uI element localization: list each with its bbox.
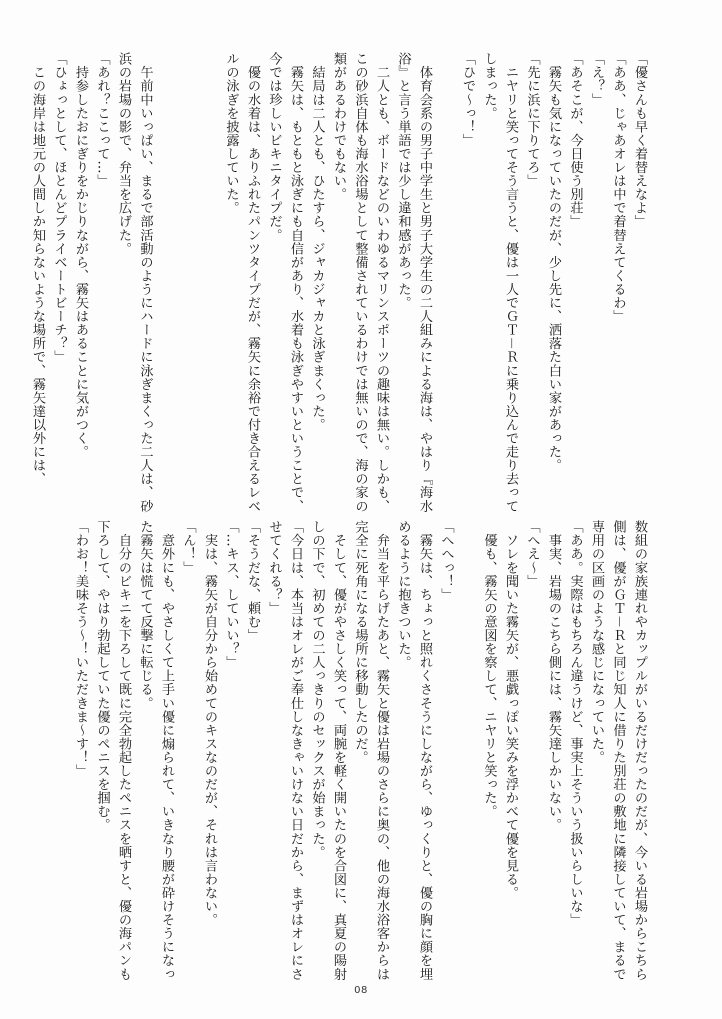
- text-line: 「ん！」: [180, 520, 196, 575]
- text-line: この砂浜自体も海水浴場として整備されているわけでは無いので、海の家の: [352, 52, 368, 513]
- text-line: 「ひで～っ！」: [460, 52, 475, 147]
- paragraph-spacer: [457, 520, 479, 920]
- text-line: 霧矢は、もともと泳ぎにも自信があり、水着も泳ぎやすいということで、: [288, 52, 303, 513]
- text-line: せてくれる？」: [266, 520, 282, 615]
- text-line: 午前中いっぱい、まるで部活動のようにハードに泳ぎまくった二人は、砂: [137, 52, 153, 513]
- text-line: ルの泳ぎを披露していた。: [223, 52, 239, 215]
- text-line: 浜の岩場の影で、弁当を広げた。: [116, 52, 131, 256]
- text-line: 事実、岩場のこちら側には、霧矢達しかいない。: [546, 520, 561, 832]
- text-line: 「わお！美味そう～！いただきま～す！」: [73, 520, 88, 778]
- paragraph-spacer: [156, 52, 178, 477]
- text-line: た霧矢は慌てて反撃に転じる。: [137, 520, 153, 710]
- paragraph-spacer: [177, 52, 199, 477]
- text-line: しまった。: [481, 52, 497, 120]
- text-line: 優の水着は、ありふれたパンツタイプだが、霧矢に余裕で付き合えるレベ: [245, 52, 260, 513]
- text-line: 霧矢も気になっていたのだが、少し先に、洒落た白い家があった。: [546, 52, 561, 473]
- text-line: 二人とも、ボードなどのいわゆるマリンスポーツの趣味は無い。しかも、: [374, 52, 389, 513]
- text-line: 「先に浜に下りてろ」: [524, 52, 540, 188]
- text-line: 霧矢は、ちょっと照れくさそうにしながら、ゆっくりと、優の胸に顔を埋: [417, 520, 432, 981]
- text-line: 体育会系の男子中学生と男子大学生の二人組みによる海は、やはり『海水: [417, 52, 432, 513]
- text-line: 「あれ？ここって…」: [94, 52, 110, 188]
- text-line: 「あそこが、今日使う別荘」: [567, 52, 583, 229]
- text-line: 浴』と言う単語では少し違和感があった。: [395, 52, 411, 310]
- text-line: そして、優がやさしく笑って、両腕を軽く開いたのを合図に、真夏の陽射: [331, 520, 346, 981]
- page-number: 08: [354, 985, 368, 996]
- text-line: 専用の区画のような感じになっていた。: [589, 520, 604, 764]
- text-line: 下ろして、やはり勃起していた優のペニスを掴む。: [94, 520, 110, 832]
- text-line: 結局は二人とも、ひたすら、ジャカジャカと泳ぎまくった。: [309, 52, 325, 432]
- text-line: 優も、霧矢の意図を察して、ニヤリと笑った。: [481, 520, 497, 819]
- text-line: 「ひょっとして、ほとんどプライベートビーチ？」: [51, 52, 67, 364]
- text-line: 側は、優がＧＴ－Ｒと同じ知人に借りた別荘の敷地に隣接していて、まるで: [610, 520, 626, 981]
- text-line: ソレを聞いた霧矢が、悪戯っぽい笑みを浮かべて優を見る。: [503, 520, 518, 900]
- text-line: この海岸は地元の人間しか知らないような場所で、霧矢達以外には、: [30, 52, 45, 486]
- text-line: 今では珍しいビキニタイプだ。: [266, 52, 282, 242]
- text-block-upper: [27, 52, 651, 513]
- paragraph-spacer: [199, 52, 221, 477]
- text-line: 意外にも、やさしくて上手い優に煽られて、いきなり腰が砕けそうになっ: [159, 520, 174, 981]
- text-line: ニヤリと笑ってそう言うと、優は一人でＧＴ－Ｒに乗り込んで走り去って: [503, 52, 518, 513]
- text-line: 「…キス、していい？」: [223, 520, 239, 670]
- paragraph-spacer: [435, 52, 457, 477]
- text-line: めるように抱きついた。: [395, 520, 411, 670]
- text-line: 「今日は、本当はオレがご奉仕しなきゃいけない日だから、まずはオレにさ: [288, 520, 303, 981]
- text-line: 「へへっ！」: [438, 520, 454, 602]
- text-line: 「そうだな、頼む」: [245, 520, 260, 642]
- text-line: 自分のビキニを下ろして既に完全勃起したペニスを晒すと、優の海パンも: [116, 520, 131, 981]
- text-line: 弁当を平らげたあと、霧矢と優は岩場のさらに奥の、他の海水浴客からは: [374, 520, 389, 981]
- text-line: 数組の家族連れやカップルがいるだけだったのだが、今いる岩場からこちら: [632, 520, 647, 981]
- text-line: 類があるわけでもない。: [331, 52, 346, 202]
- text-line: 「ああ。実際はもちろん違うけど、事実上そういう扱いらしいな」: [567, 520, 583, 927]
- text-line: 「へえ～」: [524, 520, 540, 588]
- text-line: 「ああ、じゃあオレは中で着替えてくるわ」: [610, 52, 626, 323]
- text-line: 持参したおにぎりをかじりながら、霧矢はあることに気がつく。: [73, 52, 88, 459]
- text-line: 完全に死角になる場所に移動したのだ。: [352, 520, 368, 764]
- text-block-lower: [70, 520, 651, 981]
- text-line: 「え？」: [589, 52, 604, 107]
- text-line: 実は、霧矢が自分から始めてのキスなのだが、それは言わない。: [202, 520, 217, 927]
- text-line: 「優さんも早く着替えなよ」: [632, 52, 647, 229]
- text-line: しの下で、初めての二人っきりのセックスが始まった。: [309, 520, 325, 859]
